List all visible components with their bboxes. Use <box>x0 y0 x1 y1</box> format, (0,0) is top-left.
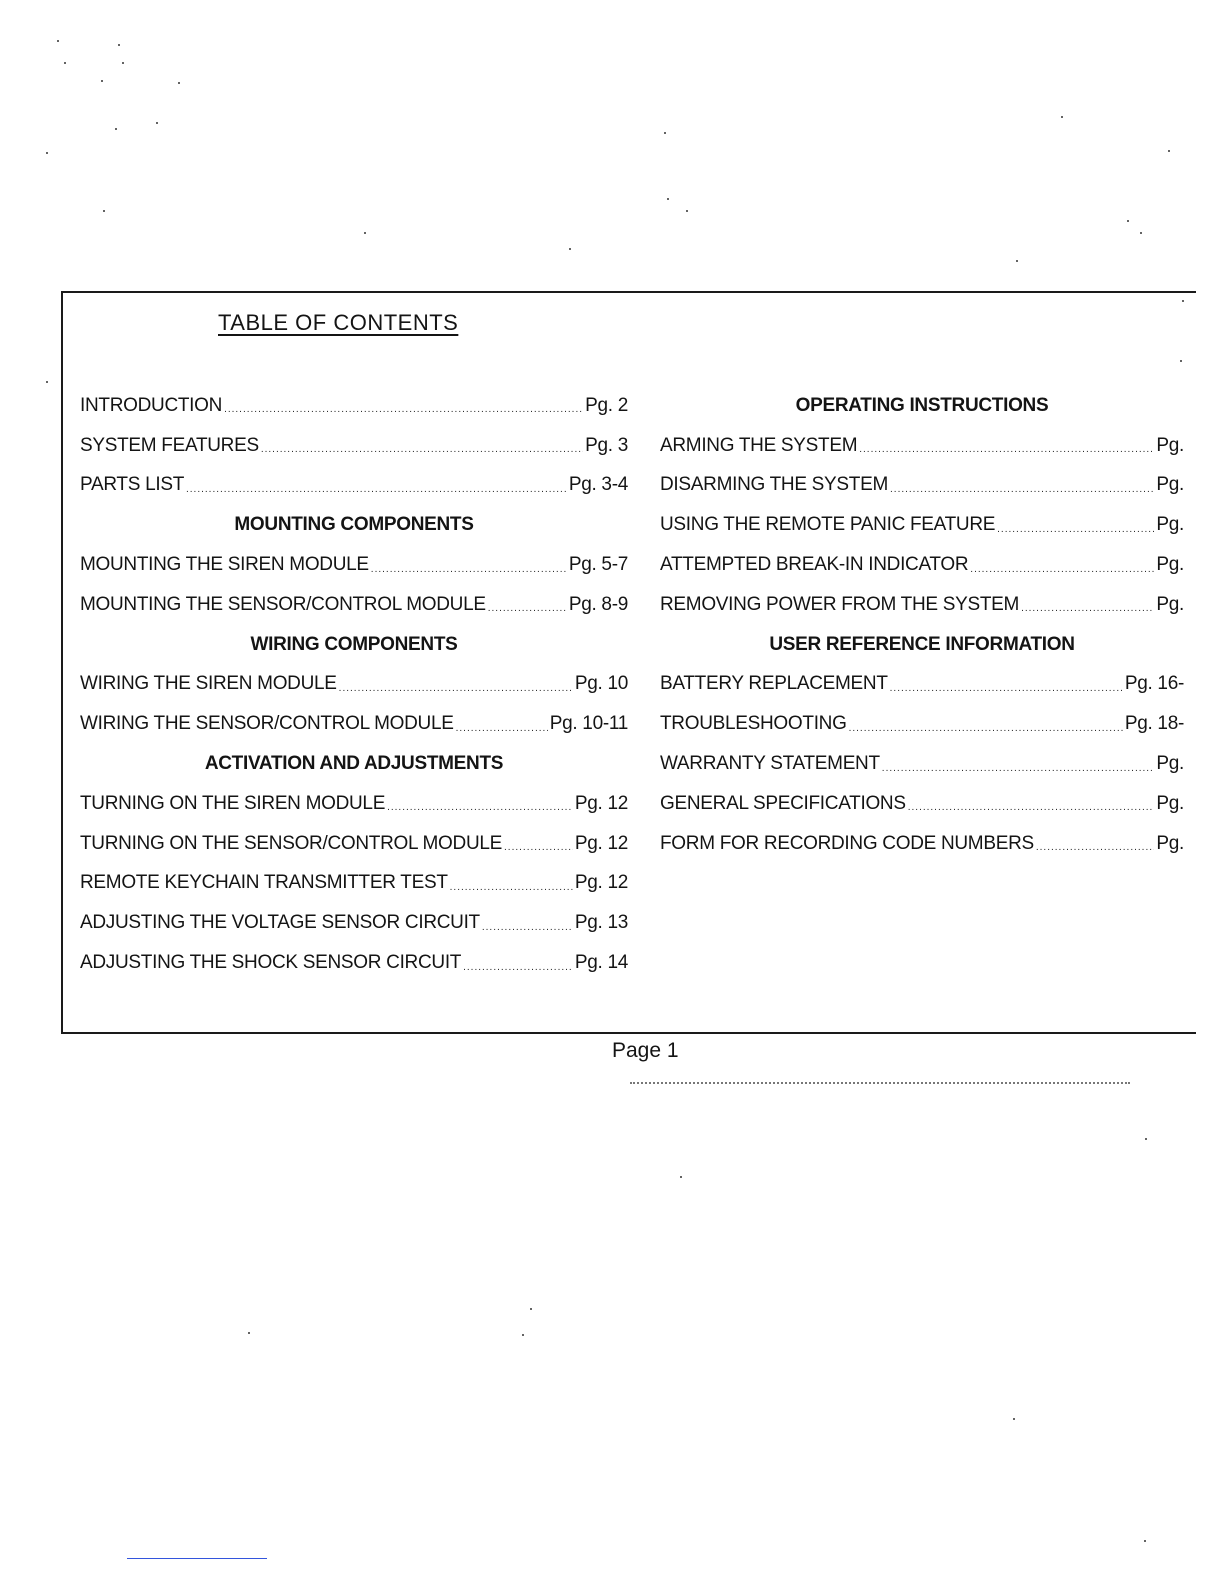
scan-speck <box>1013 1418 1015 1420</box>
scan-speck <box>680 1176 682 1178</box>
toc-entry <box>660 824 1184 864</box>
toc-entry <box>660 466 1184 506</box>
toc-entry-page: Pg. <box>1156 832 1184 854</box>
dot-leader <box>450 882 573 893</box>
toc-entry-page: Pg. 12 <box>574 872 628 894</box>
dot-leader <box>997 524 1154 535</box>
toc-entry <box>80 386 628 426</box>
dot-leader <box>371 564 567 575</box>
scan-speck <box>1168 150 1170 152</box>
toc-entry-label: WIRING THE SIREN MODULE <box>80 673 337 695</box>
toc-entry-label: TROUBLESHOOTING <box>660 713 847 735</box>
toc-entry <box>660 505 1184 545</box>
scan-speck <box>1145 1138 1147 1140</box>
scan-speck <box>118 44 120 46</box>
scan-speck <box>248 1332 250 1334</box>
toc-entry-label: ATTEMPTED BREAK-IN INDICATOR <box>660 554 969 576</box>
toc-entry-page: Pg. 5-7 <box>568 554 628 576</box>
scan-speck <box>57 40 59 42</box>
dot-leader <box>849 723 1123 734</box>
scan-speck <box>1127 220 1129 222</box>
section-heading: MOUNTING COMPONENTS <box>234 514 474 536</box>
dot-leader <box>890 683 1123 694</box>
dot-leader <box>1036 842 1155 853</box>
toc-entry <box>660 545 1184 585</box>
dot-leader <box>859 444 1154 455</box>
toc-entry-page: Pg. 8-9 <box>568 593 628 615</box>
scan-speck <box>569 248 571 250</box>
dot-leader <box>890 484 1154 495</box>
scan-speck <box>522 1334 524 1336</box>
toc-entry-label: BATTERY REPLACEMENT <box>660 673 888 695</box>
toc-entry-page: Pg. <box>1156 792 1184 814</box>
toc-entry <box>80 943 628 983</box>
section-heading: USER REFERENCE INFORMATION <box>769 633 1075 655</box>
dot-leader <box>387 802 573 813</box>
dot-leader <box>224 404 583 415</box>
dot-leader <box>504 842 573 853</box>
toc-entry-label: ARMING THE SYSTEM <box>660 434 858 456</box>
toc-entry-label: DISARMING THE SYSTEM <box>660 474 889 496</box>
dot-leader <box>908 802 1155 813</box>
toc-entry <box>660 665 1184 705</box>
scan-speck <box>1140 232 1142 234</box>
scan-speck <box>46 381 48 383</box>
scan-speck <box>1180 360 1182 362</box>
toc-entry <box>80 704 628 744</box>
toc-entry-label: REMOVING POWER FROM THE SYSTEM <box>660 593 1020 615</box>
toc-entry <box>660 744 1184 784</box>
toc-entry-label: TURNING ON THE SENSOR/CONTROL MODULE <box>80 832 503 854</box>
section-heading: WIRING COMPONENTS <box>250 633 458 655</box>
scan-speck <box>156 122 158 124</box>
toc-entry-page: Pg. 2 <box>585 394 628 416</box>
dot-leader <box>1021 603 1154 614</box>
toc-entry <box>80 665 628 705</box>
toc-entry <box>80 824 628 864</box>
scan-speck <box>667 198 669 200</box>
page-number: Page 1 <box>612 1039 679 1062</box>
dot-leader <box>970 564 1154 575</box>
scan-artifact-line <box>127 1558 267 1559</box>
scan-speck <box>122 62 124 64</box>
toc-right-column <box>660 386 1184 864</box>
toc-entry-page: Pg. <box>1156 593 1184 615</box>
dot-leader <box>339 683 573 694</box>
toc-entry-label: GENERAL SPECIFICATIONS <box>660 792 906 814</box>
toc-entry-page: Pg. <box>1156 434 1184 456</box>
dot-leader <box>463 962 573 973</box>
toc-entry-label: MOUNTING THE SENSOR/CONTROL MODULE <box>80 593 486 615</box>
section-heading: OPERATING INSTRUCTIONS <box>795 394 1049 416</box>
toc-entry-page: Pg. 12 <box>574 832 628 854</box>
scan-speck <box>530 1308 532 1310</box>
scan-speck <box>1144 1540 1146 1542</box>
toc-entry-page: Pg. 3 <box>585 434 628 456</box>
toc-entry-label: SYSTEM FEATURES <box>80 434 259 456</box>
scan-speck <box>101 80 103 82</box>
dot-leader <box>488 603 567 614</box>
toc-entry-page: Pg. 16- <box>1124 673 1184 695</box>
dot-leader <box>482 922 573 933</box>
toc-entry-label: REMOTE KEYCHAIN TRANSMITTER TEST <box>80 872 448 894</box>
toc-entry-page: Pg. 10 <box>574 673 628 695</box>
scan-speck <box>103 210 105 212</box>
toc-entry <box>80 426 628 466</box>
toc-entry <box>660 426 1184 466</box>
section-heading: ACTIVATION AND ADJUSTMENTS <box>204 753 504 775</box>
toc-entry <box>80 466 628 506</box>
toc-entry-page: Pg. <box>1156 753 1184 775</box>
toc-entry-label: INTRODUCTION <box>80 394 223 416</box>
toc-entry-label: USING THE REMOTE PANIC FEATURE <box>660 514 996 536</box>
dot-leader <box>186 484 567 495</box>
scan-speck <box>178 82 180 84</box>
scan-speck <box>686 210 688 212</box>
scan-speck <box>1016 260 1018 262</box>
toc-entry-label: WIRING THE SENSOR/CONTROL MODULE <box>80 713 454 735</box>
toc-entry <box>660 704 1184 744</box>
toc-entry-label: TURNING ON THE SIREN MODULE <box>80 792 386 814</box>
toc-entry-label: PARTS LIST <box>80 474 184 496</box>
scan-artifact-dots <box>630 1082 1130 1084</box>
toc-entry-page: Pg. 3-4 <box>568 474 628 496</box>
scan-speck <box>364 232 366 234</box>
toc-entry-label: ADJUSTING THE SHOCK SENSOR CIRCUIT <box>80 952 462 974</box>
scan-speck <box>115 128 117 130</box>
toc-entry <box>80 545 628 585</box>
toc-entry-label: ADJUSTING THE VOLTAGE SENSOR CIRCUIT <box>80 912 480 934</box>
toc-entry-page: Pg. <box>1156 514 1184 536</box>
toc-entry <box>80 903 628 943</box>
toc-entry-page: Pg. 13 <box>574 912 628 934</box>
scan-speck <box>64 62 66 64</box>
toc-entry-page: Pg. 18- <box>1124 713 1184 735</box>
scan-speck <box>46 152 48 154</box>
toc-entry-label: MOUNTING THE SIREN MODULE <box>80 554 369 576</box>
toc-entry-page: Pg. 14 <box>574 952 628 974</box>
scan-speck <box>1061 116 1063 118</box>
toc-entry <box>80 864 628 904</box>
toc-entry <box>660 784 1184 824</box>
toc-left-column <box>80 386 628 983</box>
toc-entry-page: Pg. 10-11 <box>549 713 628 735</box>
scan-speck <box>664 132 666 134</box>
toc-entry <box>660 585 1184 625</box>
toc-entry-page: Pg. 12 <box>574 792 628 814</box>
toc-entry <box>80 585 628 625</box>
scan-speck <box>1182 300 1184 302</box>
toc-entry-page: Pg. <box>1156 474 1184 496</box>
page-title: TABLE OF CONTENTS <box>218 310 459 335</box>
dot-leader <box>261 444 583 455</box>
dot-leader <box>882 763 1155 774</box>
toc-entry <box>80 784 628 824</box>
toc-entry-label: WARRANTY STATEMENT <box>660 753 880 775</box>
toc-entry-page: Pg. <box>1156 554 1184 576</box>
dot-leader <box>456 723 548 734</box>
toc-entry-label: FORM FOR RECORDING CODE NUMBERS <box>660 832 1034 854</box>
